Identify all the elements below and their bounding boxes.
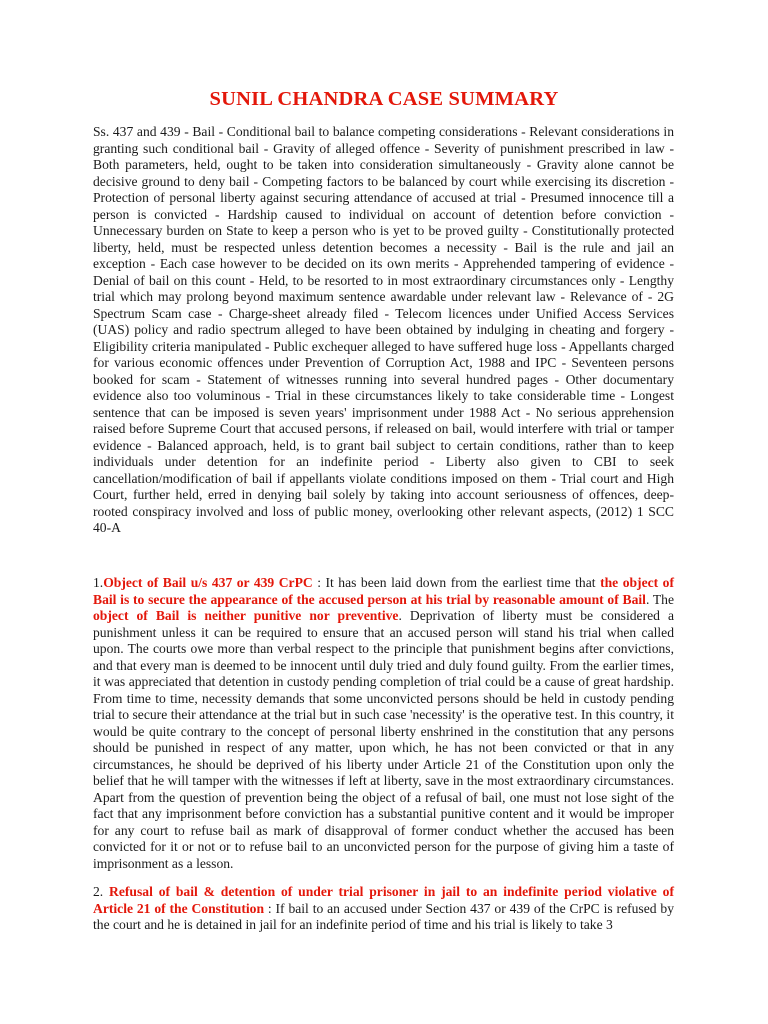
point-1-text-c: . Deprivation of liberty must be considered a punishment unless it can be required to ensure that an accused person will stand his trial when called upon. The courts owe more than verbal respect to the principle that punishment begins after convictions, and that every man is deemed to be innocent until duly tried and duly found guilty. From the earlier times, it was appreciated that detention in custody pending completion of trial could be a cause of great hardship. From time to time, necessity demands that some unconvicted persons should be held in custody pending trial to secure their attendance at the trial but in such case 'necessity' is the operative test. In this country, it would be quite contrary to the concept of personal liberty enshrined in the constitution that any persons should be punished in respect of any matter, upon which, he has not been convicted or that in any circumstances, he should be deprived of his liberty under Article 21 of the Constitution upon only the belief that he will tamper with the witnesses if left at liberty, save in the most extraordinary circumstances. Apart from the question of prevention being the object of a refusal of bail, one must not lose sight of the fact that any imprisonment before conviction has a substantial punitive content and it would be improper for any court to refuse bail as mark of disapproval of former conduct whether the accused has been convicted for it or not or to refuse bail to an unconvicted person for the purpose of giving him a taste of imprisonment as a lesson.	[93, 608, 675, 871]
point-1-number: 1.	[93, 575, 104, 590]
point-1-highlight-a: the object of Bail is to secure the appearance of the accused person at his trial by reasonable amount of Bail	[93, 575, 674, 607]
point-1-paragraph	[93, 575, 674, 872]
point-2-heading: Refusal of bail & detention of under trial prisoner in jail to an indefinite period violative of Article 21 of the Constitution	[93, 884, 675, 916]
point-2-paragraph	[93, 884, 674, 934]
point-2-text-a: If bail to an accused under Section 437 or 439 of the CrPC is refused by the court and he is detained in jail for an indefinite period of time and his trial is likely to take 3	[93, 900, 675, 932]
point-1-heading: Object of Bail u/s 437 or 439 CrPC	[103, 575, 313, 590]
document-title: SUNIL CHANDRA CASE SUMMARY	[209, 88, 559, 110]
point-1-text-a: It has been laid down from the earliest time that	[325, 575, 601, 590]
point-2-number: 2.	[93, 884, 110, 899]
point-1-highlight-b: object of Bail is neither punitive nor preventive	[93, 608, 399, 623]
point-2-separator: :	[264, 900, 276, 916]
headnote-paragraph: Ss. 437 and 439 - Bail - Conditional bail to balance competing considerations - Relevant considerations in granting such conditional bail - Gravity of alleged offence - Severity of punishment prescribed in law - Both parameters, held, ought to be taken into consideration simultaneously - Gravity alone cannot be decisive ground to deny bail - Competing factors to be balanced by court while exercising its discretion - Protection of personal liberty against securing attendance of accused at trial - Presumed innocence till a person is convicted - Hardship caused to individual on account of detention before conviction - Unnecessary burden on State to keep a person who is yet to be proved guilty - Constitutionally protected liberty, held, must be respected unless detention becomes a necessity - Bail is the rule and jail an exception - Each case however to be decided on its own merits - Apprehended tampering of evidence - Denial of bail on this count - Held, to be resorted to in most extraordinary circumstances only - Lengthy trial which may prolong beyond maximum sentence awardable under relevant law - Relevance of - 2G Spectrum Scam case - Charge-sheet already filed - Telecom licences under Unified Access Services (UAS) policy and radio spectrum alleged to have been obtained by indulging in cheating and forgery - Eligibility criteria manipulated - Public exchequer alleged to have suffered huge loss - Appellants charged for various economic offences under Prevention of Corruption Act, 1988 and IPC - Seventeen persons booked for scam - Statement of witnesses running into several hundred pages - Other documentary evidence also too voluminous - Trial in these circumstances likely to take considerable time - Longest sentence that can be imposed is seven years' imprisonment under 1988 Act - No serious apprehension raised before Supreme Court that accused persons, if released on bail, would interfere with trial or tamper evidence - Balanced approach, held, is to grant bail subject to certain conditions, rather than to keep individuals under detention for an indefinite period - Liberty also given to CBI to seek cancellation/modification of bail if appellants violate conditions imposed on them - Trial court and High Court, further held, erred in denying bail solely by taking into account seriousness of offences, deep-rooted conspiracy involved and loss of public money, overlooking other relevant aspects, (2012) 1 SCC 40-A	[93, 124, 674, 535]
point-1-separator: :	[312, 575, 326, 590]
point-1-text-b: . The	[645, 591, 674, 607]
